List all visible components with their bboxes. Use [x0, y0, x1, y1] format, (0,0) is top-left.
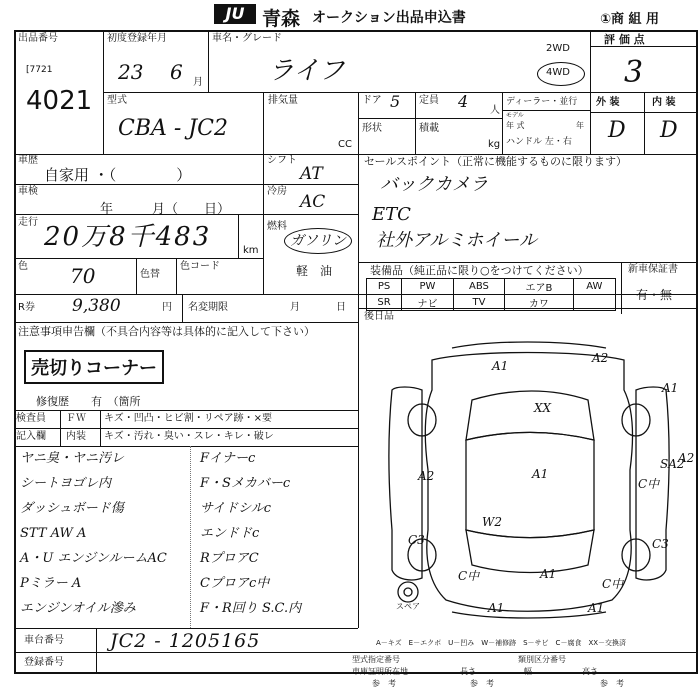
footer-cell: 参 考 — [470, 679, 494, 688]
chassis-value: JC2 - 1205165 — [110, 630, 261, 652]
fuel-value: ガソリン — [290, 233, 346, 249]
spare-tire-hub — [404, 588, 412, 596]
doors-value: 5 — [390, 92, 401, 111]
shift-value: AT — [300, 164, 323, 184]
equipment-item: カワ — [505, 295, 574, 311]
inspection-value: 年 月（ 日） — [100, 202, 231, 217]
name-change-label: 名変期限 — [188, 302, 228, 313]
footer-cell: 長さ — [460, 667, 476, 676]
dealer-label: ディーラー・並行 — [506, 97, 578, 107]
drive-2wd: 2WD — [546, 43, 570, 54]
damage-mark: A2 — [418, 469, 435, 483]
score-label: 評 価 点 — [604, 33, 645, 46]
footer-cell: 参 考 — [600, 679, 624, 688]
footer-cell: 車庫証明所在地 — [352, 667, 408, 676]
capacity-value: 4 — [458, 92, 469, 111]
damage-mark: A1 — [540, 567, 557, 581]
equipment-item: AW — [573, 279, 615, 295]
remark-entry: F・Sメカバーc — [200, 476, 291, 491]
registration-label: 初度登録年月 — [107, 33, 167, 44]
remark-entry: F・R回り S.C.内 — [200, 601, 302, 616]
fuel-label: 燃料 — [267, 221, 287, 232]
sales-point-line-2: ETC — [372, 204, 411, 225]
lot-label: 出品番号 — [18, 33, 58, 44]
color-label: 色 — [18, 261, 28, 272]
capacity-unit: 人 — [490, 105, 500, 116]
footer-cell: 類別区分番号 — [518, 655, 566, 664]
model-label: 型式 — [107, 95, 127, 106]
damage-mark: A1 — [588, 601, 605, 615]
footer-cell: 幅 — [524, 667, 532, 676]
displacement-label: 排気量 — [268, 95, 298, 106]
exterior-label: 外 装 — [596, 97, 620, 108]
remark-entry: エンドドc — [200, 526, 260, 541]
handle-label: ハンドル 左・右 — [506, 137, 572, 147]
color-value: 70 — [70, 264, 96, 288]
registration-month-unit: 月 — [193, 77, 203, 88]
remark-entry: STT AW A — [20, 526, 87, 541]
damage-mark: A2 — [592, 351, 609, 365]
recycle-label: R券 — [18, 302, 35, 313]
inspector-entry: 記入欄 — [16, 431, 46, 442]
registration-month: 6 — [170, 60, 183, 84]
model-year-label-1: モデル — [506, 112, 524, 119]
remark-entry: サイドシルc — [200, 501, 272, 516]
damage-mark: W2 — [482, 515, 502, 529]
header-title: オークション出品申込書 — [312, 10, 466, 26]
inspection-label: 車検 — [18, 186, 38, 197]
fuel-circle — [284, 228, 352, 254]
car-left-side — [389, 387, 422, 580]
car-rear-bumper — [452, 612, 606, 618]
equipment-label: 装備品（純正品に限り○をつけてください） — [370, 264, 589, 277]
mileage-unit: km — [243, 245, 259, 256]
damage-mark: C3 — [408, 533, 425, 547]
car-front-bumper — [452, 342, 606, 348]
damage-mark: A1 — [662, 381, 679, 395]
notes-repair: 修復歴 有 （箇所 — [36, 395, 141, 408]
damage-mark: C中 — [602, 577, 624, 591]
rear-date-label: 後日品 — [364, 311, 394, 322]
name-change-month: 月 — [290, 302, 300, 313]
equipment-item: エアB — [505, 279, 574, 295]
damage-mark: C中 — [638, 477, 660, 491]
car-name: ライフ — [268, 56, 345, 86]
damage-mark: SA2 — [660, 457, 685, 471]
footer-cell: 参 考 — [372, 679, 396, 688]
sales-point-label: セールスポイント（正常に機能するものに限ります） — [364, 155, 628, 168]
inspector-label: 検査員 — [16, 413, 46, 424]
remark-entry: Pミラー A — [20, 576, 82, 591]
car-label: 車名・グレード — [212, 33, 282, 44]
remark-entry: ダッシュボード傷 — [20, 501, 124, 516]
score-value: 3 — [624, 55, 644, 90]
load-label: 積載 — [419, 123, 439, 134]
chassis-label: 車台番号 — [24, 635, 64, 646]
inspector-fw: ＦＷ — [66, 413, 86, 424]
shape-label: 形状 — [362, 123, 382, 134]
damage-mark: A1 — [488, 601, 505, 615]
damage-mark: A2 — [678, 451, 695, 465]
spare-label: スペア — [396, 602, 420, 611]
name-change-day: 日 — [336, 302, 346, 313]
shift-label: シフト — [267, 155, 297, 166]
car-rear-window — [466, 530, 594, 573]
displacement-unit: CC — [338, 139, 352, 150]
equipment-item: PW — [402, 279, 454, 295]
recycle-value: 9,380 — [72, 296, 121, 316]
remark-entry: RプロアC — [200, 551, 259, 566]
model-year-unit: 年 — [576, 121, 584, 130]
notes-stamp: 売切りコーナー — [24, 350, 164, 384]
inspector-int-items: キズ・汚れ・臭い・スレ・キレ・破レ — [104, 431, 274, 442]
doors-label: ドア — [362, 95, 382, 106]
equipment-item: PS — [367, 279, 402, 295]
remark-entry: シートヨゴレ内 — [20, 476, 112, 491]
remark-entry: エンジンオイル滲み — [20, 601, 136, 616]
mileage-label: 走行 — [18, 217, 38, 228]
equipment-item: TV — [453, 295, 504, 311]
equipment-item: ABS — [453, 279, 504, 295]
car-diagram — [362, 330, 696, 626]
sales-point-line-1: バックカメラ — [380, 174, 488, 195]
model-year-label-2: 年 式 — [506, 121, 525, 130]
interior-value: D — [660, 118, 678, 143]
spare-tire-icon — [398, 582, 418, 602]
color-tone-label: 色替 — [140, 269, 160, 280]
inspector-int: 内装 — [66, 431, 86, 442]
registration-year: 23 — [118, 60, 144, 84]
drive-4wd: 4WD — [546, 67, 570, 78]
equipment-grid — [366, 278, 616, 311]
footer-cell: 型式指定番号 — [352, 655, 400, 664]
aircon-label: 冷房 — [267, 186, 287, 197]
register-no-label: 登録番号 — [24, 657, 64, 668]
header-org: 青森 — [262, 8, 301, 30]
equipment-item: ナビ — [402, 295, 454, 311]
recycle-unit: 円 — [162, 302, 172, 313]
header-sheet: ①商 組 用 — [600, 12, 660, 27]
mileage-value: 20万8千483 — [44, 222, 212, 252]
damage-mark: XX — [534, 401, 552, 415]
remark-entry: ヤニ臭・ヤニ汚レ — [20, 451, 125, 466]
sales-point-line-3: 社外アルミホイール — [376, 230, 537, 251]
footer-cell: 高さ — [582, 667, 598, 676]
equipment-item: SR — [367, 295, 402, 311]
exterior-value: D — [608, 118, 626, 143]
remark-entry: Cプロアc中 — [200, 576, 270, 591]
model-value: CBA - JC2 — [118, 116, 228, 141]
warranty-label: 新車保証書 — [628, 264, 678, 275]
history-label: 車歴 — [18, 155, 38, 166]
remark-entry: Fイナーc — [200, 451, 256, 466]
color-code-label: 色コード — [180, 261, 220, 272]
lot-number: 4021 — [26, 86, 93, 116]
capacity-label: 定員 — [419, 95, 439, 106]
damage-mark: A1 — [532, 467, 549, 481]
damage-mark: C中 — [458, 569, 480, 583]
fuel-alt: 軽 油 — [296, 264, 333, 278]
remark-entry: A・U エンジンルームAC — [20, 551, 167, 566]
interior-label: 内 装 — [652, 97, 676, 108]
aircon-value: AC — [300, 192, 326, 212]
warranty-value: 有・無 — [636, 288, 673, 302]
inspector-fw-items: キズ・凹凸・ヒビ割・リペア跡・×要 — [104, 413, 272, 424]
lot-code: [7721 — [26, 65, 53, 75]
load-unit: kg — [488, 139, 501, 150]
damage-mark: A1 — [492, 359, 509, 373]
damage-mark: C3 — [652, 537, 669, 551]
history-value: 自家用 ・（ ） — [44, 166, 192, 184]
diagram-legend: A－キズ E－エクボ U－凹み W－補修跡 S－サビ C－腐食 XX－交換済 — [376, 639, 627, 647]
header-logo: JU — [214, 4, 256, 24]
notes-label: 注意事項申告欄（不具合内容等は具体的に記入して下さい） — [18, 325, 315, 338]
